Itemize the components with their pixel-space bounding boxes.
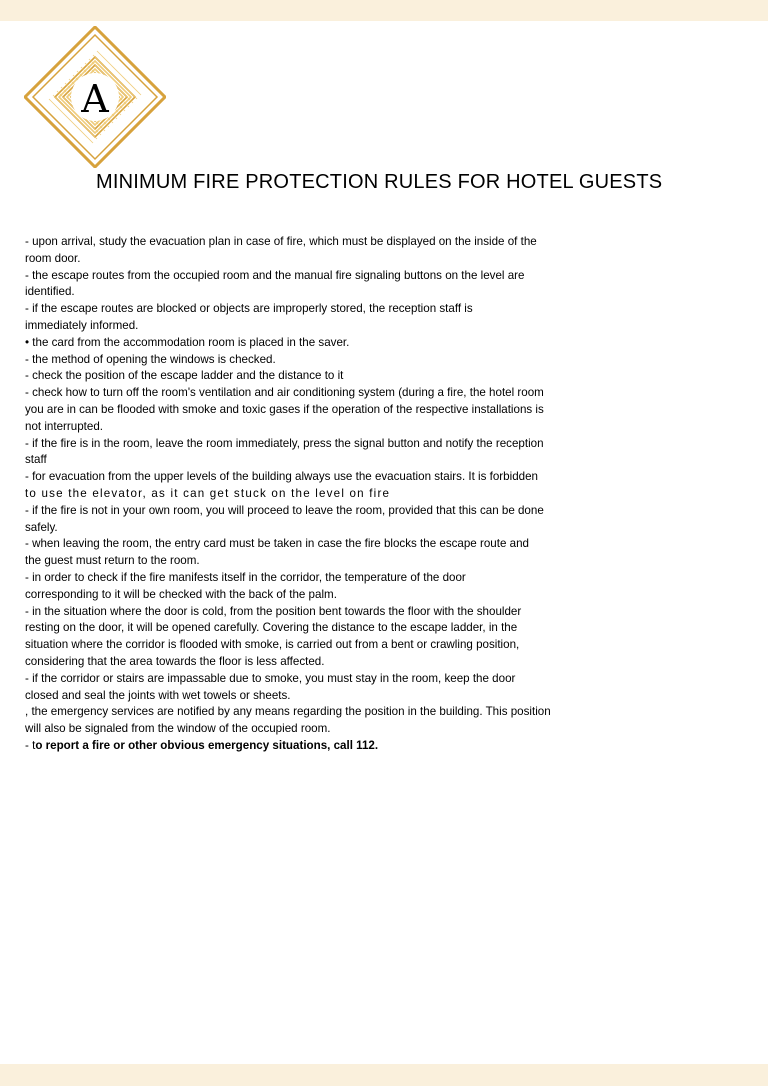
rule-line: corresponding to it will be checked with the back of the palm. xyxy=(25,587,337,601)
rule-line: considering that the area towards the floor is less affected. xyxy=(25,654,325,668)
rule-line: immediately informed. xyxy=(25,318,139,332)
rule-item xyxy=(25,671,655,705)
rule-line: - for evacuation from the upper levels of the building always use the evacuation stairs. It is forbidden xyxy=(25,470,538,484)
rule-item xyxy=(25,368,655,385)
rule-line: • the card from the accommodation room is placed in the saver. xyxy=(25,335,350,349)
rule-item xyxy=(25,704,655,738)
rule-item xyxy=(25,352,655,369)
rule-line: resting on the door, it will be opened carefully. Covering the distance to the escape ladder, in the xyxy=(25,621,518,635)
rule-line: - in order to check if the fire manifests itself in the corridor, the temperature of the door xyxy=(25,570,466,584)
rule-item xyxy=(25,536,655,570)
rule-line: , the emergency services are notified by any means regarding the position in the building. This position xyxy=(25,705,551,719)
rule-item xyxy=(25,234,655,268)
rule-line: - the escape routes from the occupied room and the manual fire signaling buttons on the level are xyxy=(25,268,525,282)
bottom-band xyxy=(0,1064,768,1086)
rule-item xyxy=(25,268,655,302)
logo-letter: A xyxy=(81,77,109,121)
top-band xyxy=(0,0,768,21)
rule-item xyxy=(25,604,655,671)
rule-line: - if the fire is in the room, leave the room immediately, press the signal button and notify the reception xyxy=(25,436,544,450)
rule-item xyxy=(25,469,655,486)
rule-prefix: - t xyxy=(25,738,36,752)
rule-line: the guest must return to the room. xyxy=(25,554,200,568)
rule-line: - if the corridor or stairs are impassable due to smoke, you must stay in the room, keep the door xyxy=(25,671,516,685)
rule-line: - if the escape routes are blocked or objects are improperly stored, the reception staff is xyxy=(25,302,473,316)
rule-item-emergency-call xyxy=(25,738,655,755)
rule-item xyxy=(25,486,655,503)
rules-list xyxy=(25,234,655,755)
rule-item xyxy=(25,301,655,335)
emergency-call-text: o report a fire or other obvious emergency situations, call 112. xyxy=(35,738,379,752)
rule-line: identified. xyxy=(25,285,75,299)
rule-line: - check how to turn off the room's ventilation and air conditioning system (during a fire, the hotel room xyxy=(25,386,544,400)
rule-line: - upon arrival, study the evacuation plan in case of fire, which must be displayed on the inside of the xyxy=(25,235,537,248)
rule-line: - check the position of the escape ladder and the distance to it xyxy=(25,369,344,383)
rule-line: - the method of opening the windows is checked. xyxy=(25,352,276,366)
rule-line: to use the elevator, as it can get stuck on the level on fire xyxy=(25,486,391,500)
rule-line: you are in can be flooded with smoke and toxic gases if the operation of the respective installations is xyxy=(25,402,544,416)
rule-line: staff xyxy=(25,453,47,467)
rule-line: - when leaving the room, the entry card must be taken in case the fire blocks the escape route and xyxy=(25,537,529,551)
page-title: MINIMUM FIRE PROTECTION RULES FOR HOTEL GUESTS xyxy=(96,171,663,193)
rule-item xyxy=(25,385,655,435)
rule-line: - in the situation where the door is cold, from the position bent towards the floor with the shoulder xyxy=(25,604,522,618)
rule-item xyxy=(25,570,655,604)
rule-line: room door. xyxy=(25,251,81,265)
rule-item xyxy=(25,436,655,470)
rule-item xyxy=(25,335,655,352)
rule-line: safely. xyxy=(25,520,58,534)
rule-line: closed and seal the joints with wet towels or sheets. xyxy=(25,688,291,702)
rule-line: not interrupted. xyxy=(25,419,103,433)
rule-line: - if the fire is not in your own room, you will proceed to leave the room, provided that this can be done xyxy=(25,503,544,517)
rule-line: situation where the corridor is flooded with smoke, is carried out from a bent or crawling position, xyxy=(25,638,520,652)
hotel-logo xyxy=(24,26,166,168)
rule-item xyxy=(25,503,655,537)
rule-line: will also be signaled from the window of the occupied room. xyxy=(25,722,331,736)
